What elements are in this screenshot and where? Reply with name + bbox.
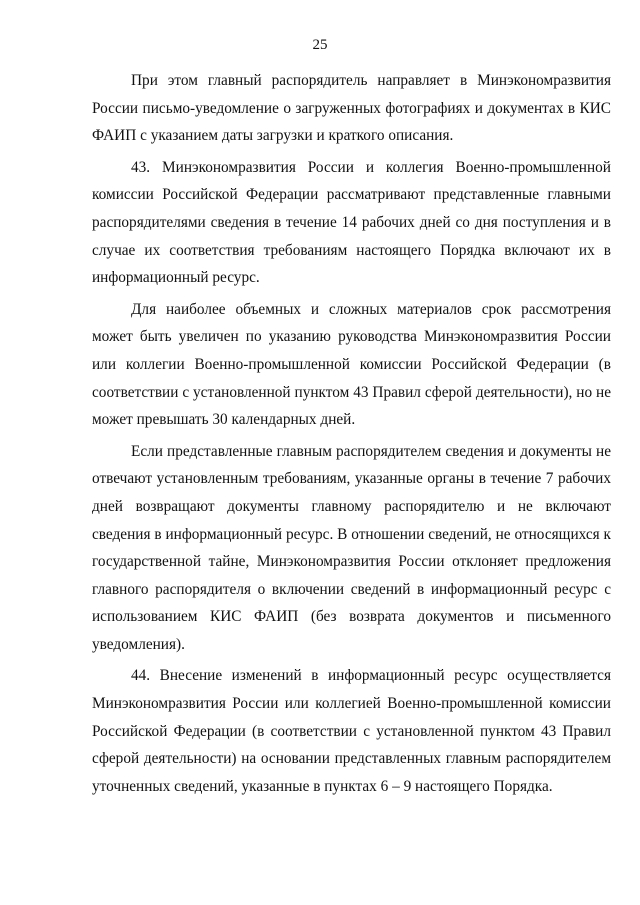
- paragraph-item-43: 43. Минэкономразвития России и коллегия Военно-промышленной комиссии Российской Федерации рассматривают представленные главными распорядителями сведения в течение 14 рабочих дней со дня поступления и в случае их соответствия требованиям настоящего Порядка включают их в информационный ресурс.: [92, 158, 611, 287]
- paragraph-intro-notification: При этом главный распорядитель направляет в Минэкономразвития России письмо-уведомление о загруженных фотографиях и документах в КИС ФАИП с указанием даты загрузки и краткого описания.: [92, 72, 611, 145]
- paragraph-rejection-procedure: Если представленные главным распорядителем сведения и документы не отвечают установленным требованиям, указанные органы в течение 7 рабочих дней возвращают документы главному распорядителю и не включают сведения в информационный ресурс. В отношении сведений, не относящихся к государственной тайне, Минэкономразвития России отклоняет предложения главного распорядителя о включении сведений в информационный ресурс с использованием КИС ФАИП (без возврата документов и письменного уведомления).: [92, 442, 611, 653]
- document-body: [92, 67, 611, 804]
- paragraph-item-44: 44. Внесение изменений в информационный ресурс осуществляется Минэкономразвития России или коллегией Военно-промышленной комиссии Российской Федерации (в соответствии с установленной пунктом 43 Правил сферой деятельности) на основании представленных главным распорядителем уточненных сведений, указанные в пунктах 6 – 9 настоящего Порядка.: [92, 667, 611, 795]
- paragraph-review-period-extension: Для наиболее объемных и сложных материалов срок рассмотрения может быть увеличен по указанию руководства Минэкономразвития России или коллегии Военно-промышленной комиссии Российской Федерации (в соответствии с установленной пунктом 43 Правил сферой деятельности), но не может превышать 30 календарных дней.: [92, 300, 611, 429]
- page-number: 25: [312, 37, 328, 53]
